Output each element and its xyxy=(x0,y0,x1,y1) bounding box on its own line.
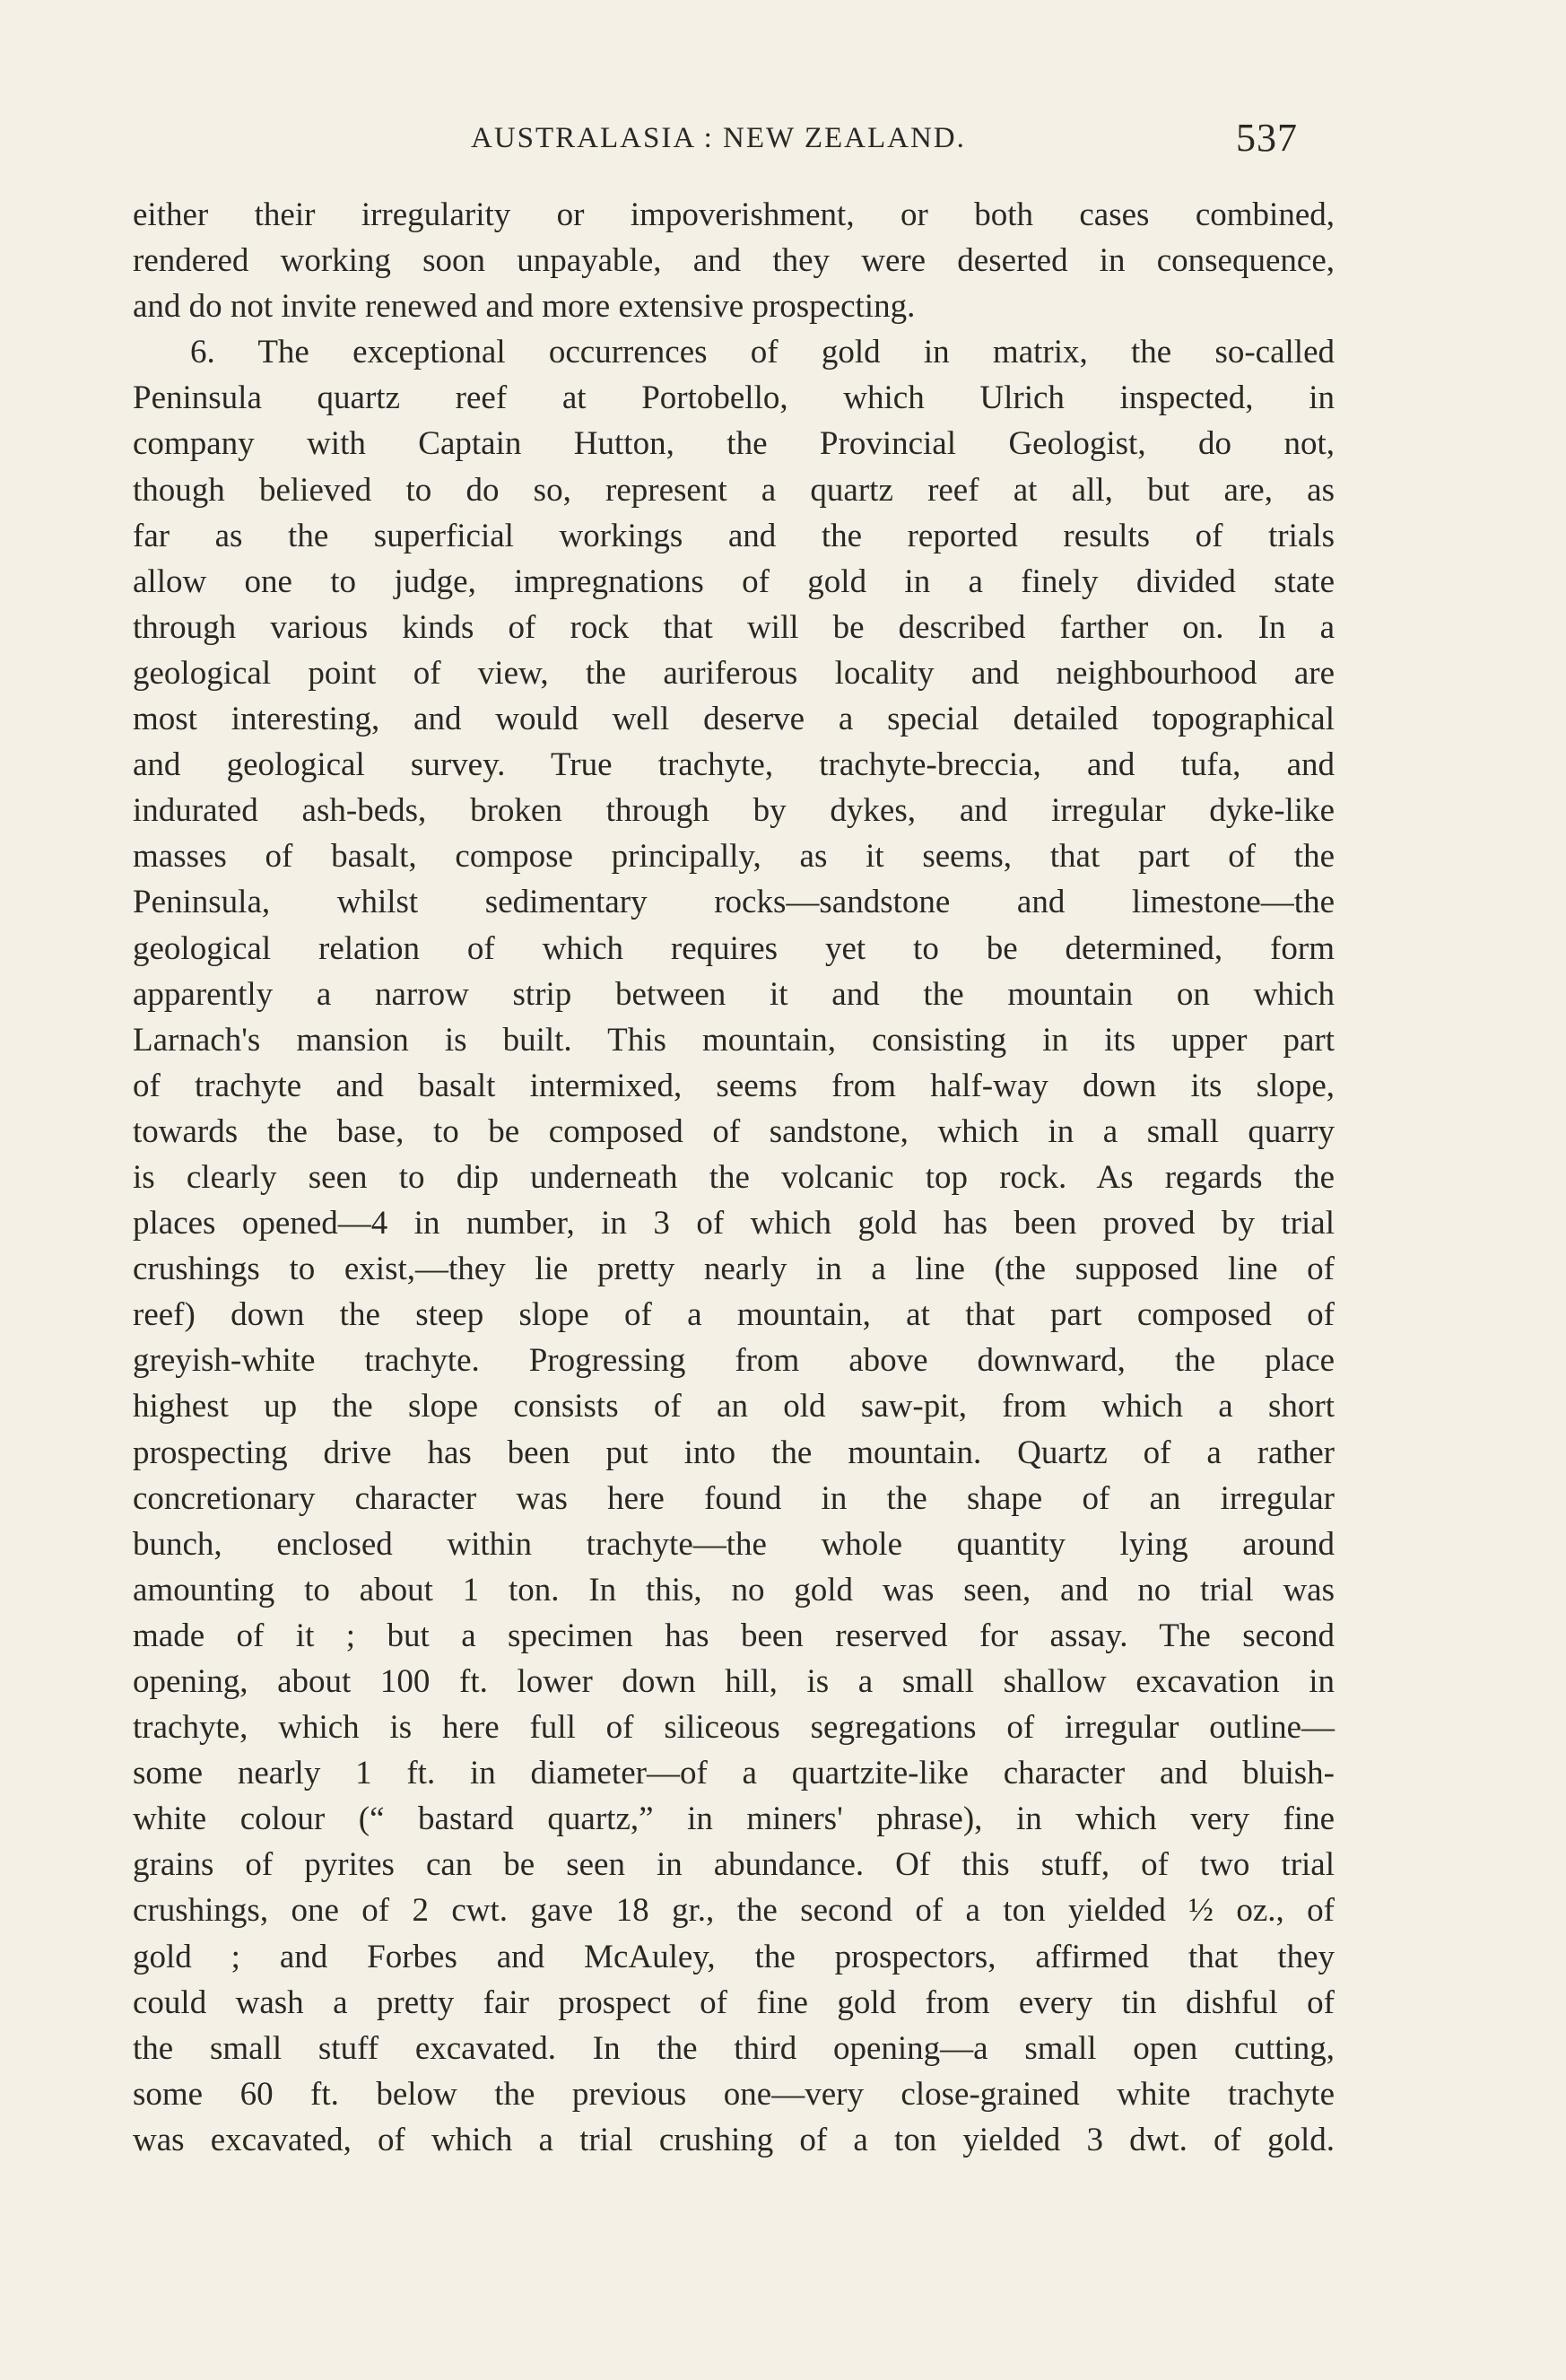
text-line: the small stuff excavated. In the third opening—a small open cutting, xyxy=(133,2029,1335,2067)
text-line: rendered working soon unpayable, and they were deserted in consequence, xyxy=(133,242,1335,280)
text-line: through various kinds of rock that will be described farther on. In a xyxy=(133,608,1335,646)
text-line: geological point of view, the auriferous locality and neighbourhood are xyxy=(133,654,1335,692)
text-line: made of it ; but a specimen has been reserved for assay. The second xyxy=(133,1617,1335,1654)
text-line: crushings, one of 2 cwt. gave 18 gr., the second of a ton yielded ½ oz., of xyxy=(133,1892,1335,1930)
text-line: highest up the slope consists of an old saw-pit, from which a short xyxy=(133,1388,1335,1425)
text-line: Peninsula, whilst sedimentary rocks—sandstone and limestone—the xyxy=(133,884,1335,921)
body-text xyxy=(133,192,1335,2163)
text-line: opening, about 100 ft. lower down hill, is a small shallow excavation in xyxy=(133,1663,1335,1700)
text-line: of trachyte and basalt intermixed, seems from half-way down its slope, xyxy=(133,1067,1335,1104)
text-line: crushings to exist,—they lie pretty nearly in a line (the supposed line of xyxy=(133,1251,1335,1288)
text-line: prospecting drive has been put into the mountain. Quartz of a rather xyxy=(133,1434,1335,1471)
text-line: company with Captain Hutton, the Provincial Geologist, do not, xyxy=(133,425,1335,463)
text-line: is clearly seen to dip underneath the volcanic top rock. As regards the xyxy=(133,1158,1335,1196)
text-line: most interesting, and would well deserve a special detailed topographical xyxy=(133,701,1335,738)
paragraph-start-line: 6. The exceptional occurrences of gold in matrix, the so-called xyxy=(190,334,1335,371)
text-line: greyish-white trachyte. Progressing from above downward, the place xyxy=(133,1342,1335,1380)
text-line: bunch, enclosed within trachyte—the whole quantity lying around xyxy=(133,1525,1335,1563)
text-line: some nearly 1 ft. in diameter—of a quartzite-like character and bluish- xyxy=(133,1755,1335,1792)
text-line: apparently a narrow strip between it and the mountain on which xyxy=(133,975,1335,1013)
text-line: Larnach's mansion is built. This mountain, consisting in its upper part xyxy=(133,1021,1335,1059)
text-line: though believed to do so, represent a quartz reef at all, but are, as xyxy=(133,471,1335,509)
text-line: grains of pyrites can be seen in abundance. Of this stuff, of two trial xyxy=(133,1846,1335,1884)
text-line: masses of basalt, compose principally, as it seems, that part of the xyxy=(133,838,1335,876)
text-line: Peninsula quartz reef at Portobello, which Ulrich inspected, in xyxy=(133,379,1335,417)
text-line: amounting to about 1 ton. In this, no gold was seen, and no trial was xyxy=(133,1571,1335,1608)
running-title: AUSTRALASIA : NEW ZEALAND. xyxy=(471,122,966,154)
text-line: allow one to judge, impregnations of gold in a finely divided state xyxy=(133,562,1335,600)
text-line: was excavated, of which a trial crushing of a ton yielded 3 dwt. of gold. xyxy=(133,2121,1335,2158)
text-line: gold ; and Forbes and McAuley, the prospectors, affirmed that they xyxy=(133,1938,1335,1975)
text-line: white colour (“ bastard quartz,” in miners' phrase), in which very fine xyxy=(133,1800,1335,1838)
text-line: concretionary character was here found in the shape of an irregular xyxy=(133,1479,1335,1517)
text-line: indurated ash-beds, broken through by dykes, and irregular dyke-like xyxy=(133,792,1335,830)
text-line: reef) down the steep slope of a mountain, at that part composed of xyxy=(133,1296,1335,1334)
running-head xyxy=(0,115,1566,169)
page-number: 537 xyxy=(1236,116,1298,160)
text-line: towards the base, to be composed of sandstone, which in a small quarry xyxy=(133,1112,1335,1150)
text-line: and geological survey. True trachyte, trachyte-breccia, and tufa, and xyxy=(133,746,1335,784)
text-line: either their irregularity or impoverishment, or both cases combined, xyxy=(133,196,1335,233)
text-line: trachyte, which is here full of siliceous segregations of irregular outline— xyxy=(133,1709,1335,1747)
text-line: places opened—4 in number, in 3 of which gold has been proved by trial xyxy=(133,1205,1335,1242)
text-line: could wash a pretty fair prospect of fine gold from every tin dishful of xyxy=(133,1983,1335,2021)
text-line: and do not invite renewed and more extensive prospecting. xyxy=(133,288,916,326)
text-line: some 60 ft. below the previous one—very close-grained white trachyte xyxy=(133,2075,1335,2113)
text-line: geological relation of which requires yet to be determined, form xyxy=(133,929,1335,967)
text-line: far as the superficial workings and the reported results of trials xyxy=(133,517,1335,554)
